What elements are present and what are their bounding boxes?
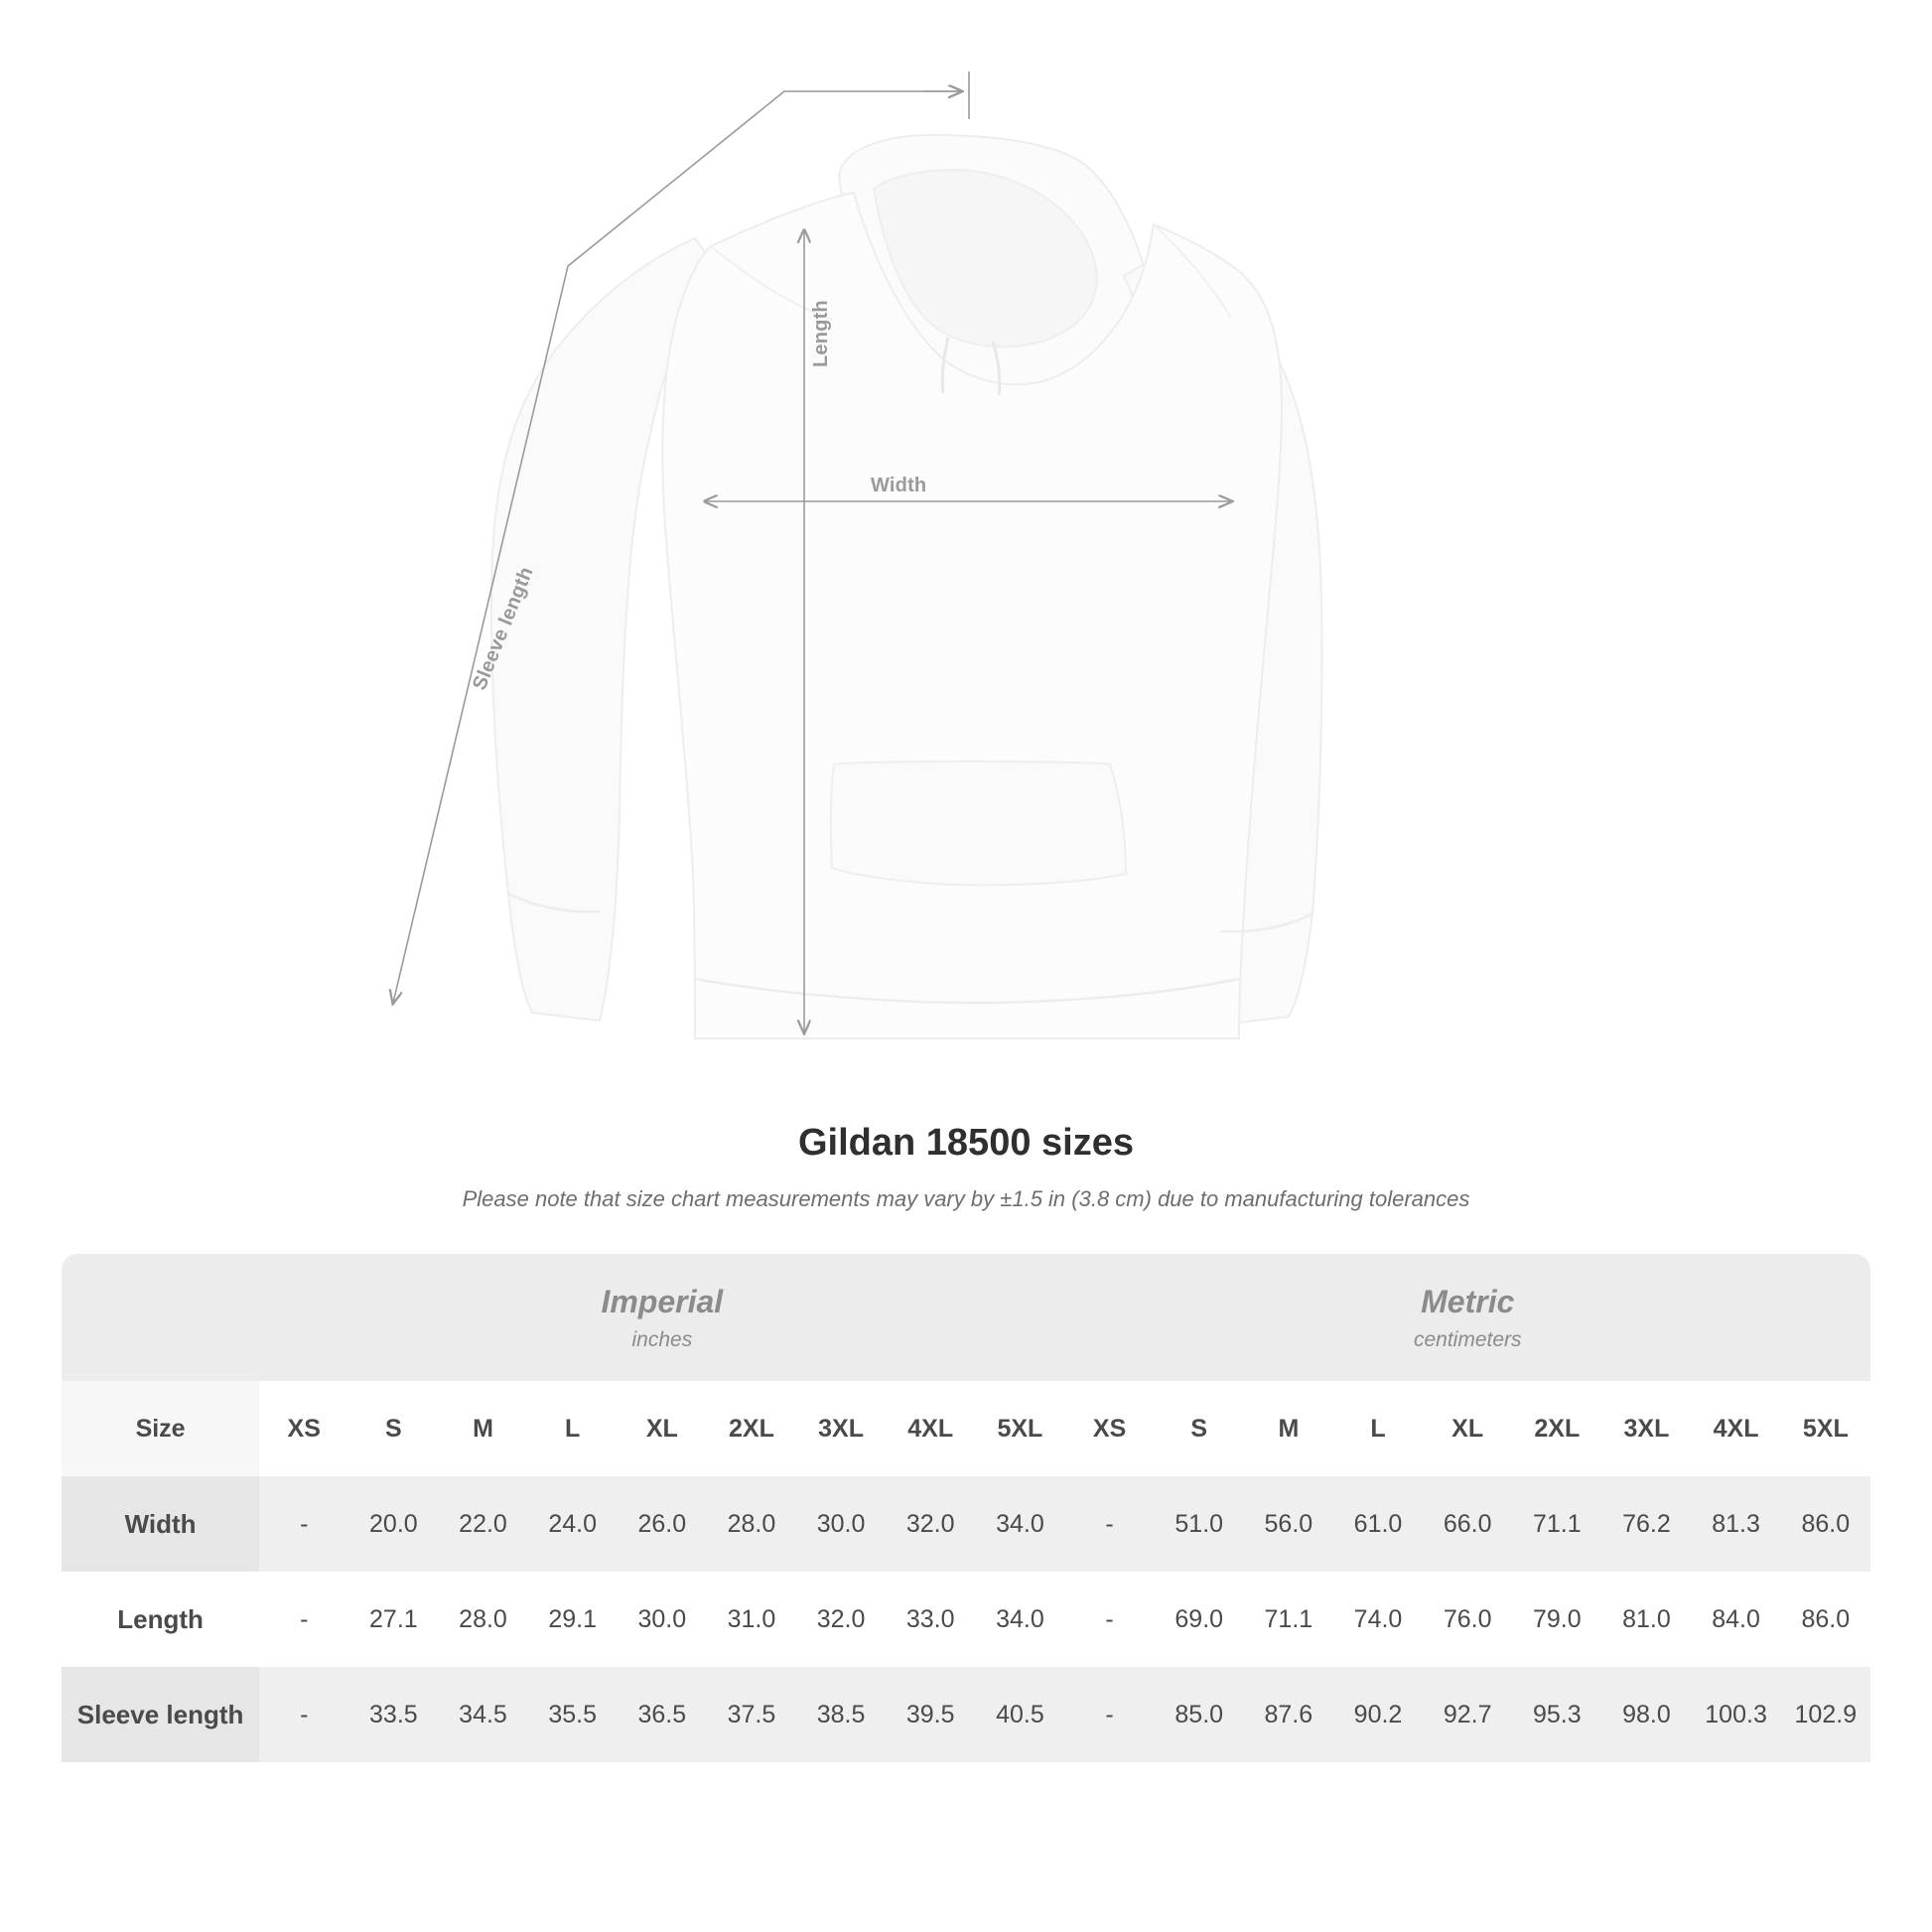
size-header-imperial-xs: XS (259, 1381, 348, 1476)
table-row (62, 1476, 1870, 1572)
cell-sleeve-imperial-xs: - (259, 1667, 348, 1762)
size-header-imperial-2xl: 2XL (707, 1381, 796, 1476)
cell-width-metric-5xl: 86.0 (1781, 1476, 1870, 1572)
sleeve-length-dimension-label: Sleeve length (469, 564, 538, 694)
length-dimension-label: Length (810, 300, 832, 367)
row-label-length: Length (117, 1603, 204, 1634)
cell-length-metric-m: 71.1 (1264, 1604, 1313, 1633)
width-dimension-label: Width (871, 475, 927, 496)
size-header-row (62, 1381, 1870, 1476)
cell-length-imperial-3xl: 32.0 (816, 1604, 866, 1633)
cell-length-metric-3xl: 81.0 (1622, 1604, 1671, 1633)
cell-width-imperial-3xl: 30.0 (796, 1476, 886, 1572)
size-header-metric-2xl: 2XL (1512, 1381, 1601, 1476)
size-header-metric-l: L (1333, 1381, 1423, 1476)
cell-width-imperial-s: 20.0 (348, 1476, 438, 1572)
size-header-metric-m: M (1244, 1381, 1333, 1476)
cell-sleeve-metric-5xl: 102.9 (1781, 1667, 1870, 1762)
cell-length-metric-s: 69.0 (1174, 1604, 1224, 1633)
size-header-imperial-m: M (438, 1381, 527, 1476)
row-label-width: Width (62, 1476, 259, 1572)
cell-width-imperial-xl: 26.0 (618, 1476, 707, 1572)
size-table-wrapper (62, 1254, 1870, 1762)
cell-sleeve-imperial-5xl: 40.5 (975, 1667, 1064, 1762)
cell-length-imperial-m: 28.0 (459, 1604, 507, 1633)
chart-heading (0, 1122, 1932, 1212)
cell-length-metric-4xl: 84.0 (1712, 1604, 1760, 1633)
unit-name-metric: Metric (1421, 1283, 1515, 1319)
table-row (62, 1667, 1870, 1762)
cell-width-imperial-4xl: 32.0 (886, 1476, 975, 1572)
unit-sub-imperial: inches (631, 1327, 693, 1351)
size-header-imperial-xl: XL (618, 1381, 707, 1476)
cell-width-metric-m: 56.0 (1244, 1476, 1333, 1572)
unit-header-spacer (62, 1254, 259, 1381)
cell-length-metric-xl: 76.0 (1443, 1604, 1492, 1633)
cell-sleeve-metric-m: 87.6 (1244, 1667, 1333, 1762)
cell-length-imperial-s: 27.1 (369, 1604, 418, 1633)
unit-sub-metric: centimeters (1413, 1327, 1522, 1351)
cell-sleeve-imperial-s: 33.5 (348, 1667, 438, 1762)
size-header-metric-xs: XS (1065, 1381, 1155, 1476)
cell-width-metric-s: 51.0 (1155, 1476, 1244, 1572)
cell-length-metric-2xl: 79.0 (1532, 1604, 1582, 1633)
size-header-metric-5xl: 5XL (1781, 1381, 1870, 1476)
unit-header-imperial (259, 1254, 1064, 1381)
cell-length-metric-l: 74.0 (1353, 1604, 1403, 1633)
cell-length-imperial-xl: 30.0 (637, 1604, 687, 1633)
unit-header-metric (1065, 1254, 1870, 1381)
cell-length-metric-xs: - (1105, 1604, 1114, 1633)
cell-sleeve-imperial-m: 34.5 (438, 1667, 527, 1762)
cell-width-imperial-2xl: 28.0 (707, 1476, 796, 1572)
hoodie-shape (491, 135, 1322, 1038)
cell-sleeve-imperial-xl: 36.5 (618, 1667, 707, 1762)
cell-width-metric-2xl: 71.1 (1512, 1476, 1601, 1572)
cell-length-imperial-2xl: 31.0 (727, 1604, 776, 1633)
table-row (62, 1572, 1870, 1667)
row-label-sleeve-length: Sleeve length (62, 1667, 259, 1762)
cell-width-metric-xs: - (1065, 1476, 1155, 1572)
cell-width-imperial-xs: - (259, 1476, 348, 1572)
cell-width-metric-4xl: 81.3 (1692, 1476, 1781, 1572)
size-header-imperial-3xl: 3XL (796, 1381, 886, 1476)
size-header-metric-xl: XL (1423, 1381, 1512, 1476)
cell-length-imperial-5xl: 34.0 (996, 1604, 1044, 1633)
cell-length-imperial-l: 29.1 (548, 1604, 597, 1633)
cell-sleeve-metric-s: 85.0 (1155, 1667, 1244, 1762)
size-header-imperial-5xl: 5XL (975, 1381, 1064, 1476)
cell-sleeve-imperial-2xl: 37.5 (707, 1667, 796, 1762)
size-header-imperial-l: L (528, 1381, 618, 1476)
cell-width-imperial-5xl: 34.0 (975, 1476, 1064, 1572)
size-header-metric-s: S (1155, 1381, 1244, 1476)
size-header-imperial-4xl: 4XL (886, 1381, 975, 1476)
cell-width-metric-l: 61.0 (1333, 1476, 1423, 1572)
size-header-imperial-s: S (348, 1381, 438, 1476)
size-header-metric-4xl: 4XL (1692, 1381, 1781, 1476)
cell-sleeve-imperial-3xl: 38.5 (796, 1667, 886, 1762)
cell-sleeve-metric-l: 90.2 (1333, 1667, 1423, 1762)
cell-length-imperial-xs: - (300, 1604, 309, 1633)
cell-length-metric-5xl: 86.0 (1801, 1604, 1851, 1633)
cell-sleeve-metric-4xl: 100.3 (1692, 1667, 1781, 1762)
chart-subtitle: Please note that size chart measurements may vary by ±1.5 in (3.8 cm) due to manufacturing tolerances (462, 1186, 1470, 1211)
cell-width-imperial-l: 24.0 (528, 1476, 618, 1572)
cell-length-imperial-4xl: 33.0 (905, 1604, 955, 1633)
page-title: Gildan 18500 sizes (798, 1122, 1134, 1164)
cell-sleeve-metric-xl: 92.7 (1423, 1667, 1512, 1762)
cell-sleeve-imperial-l: 35.5 (528, 1667, 618, 1762)
unit-header-row (62, 1254, 1870, 1381)
cell-width-imperial-m: 22.0 (438, 1476, 527, 1572)
cell-sleeve-metric-2xl: 95.3 (1512, 1667, 1601, 1762)
cell-sleeve-metric-xs: - (1065, 1667, 1155, 1762)
size-header-metric-3xl: 3XL (1601, 1381, 1691, 1476)
size-header-label: Size (62, 1381, 259, 1476)
cell-sleeve-imperial-4xl: 39.5 (886, 1667, 975, 1762)
cell-sleeve-metric-3xl: 98.0 (1601, 1667, 1691, 1762)
unit-name-imperial: Imperial (601, 1283, 724, 1319)
size-table (62, 1254, 1870, 1762)
cell-width-metric-xl: 66.0 (1423, 1476, 1512, 1572)
cell-width-metric-3xl: 76.2 (1601, 1476, 1691, 1572)
